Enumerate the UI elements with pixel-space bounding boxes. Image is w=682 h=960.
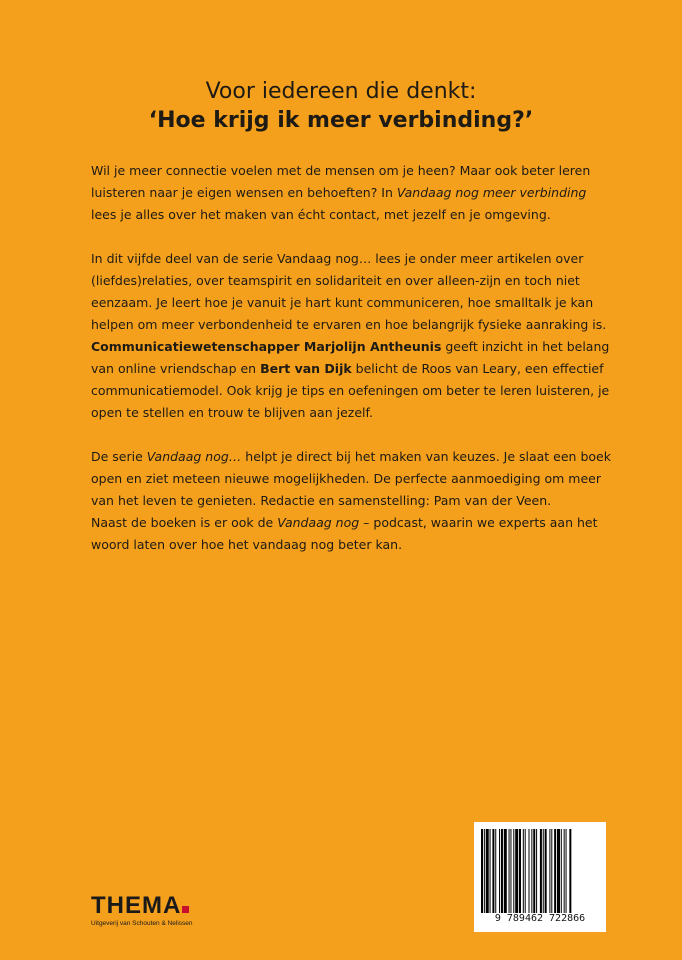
barcode-bar xyxy=(484,829,485,913)
barcode-bar xyxy=(492,829,494,913)
headline xyxy=(0,78,682,136)
publisher-name: THEMA xyxy=(91,892,182,919)
barcode-bar xyxy=(540,829,542,913)
headline-line-2: ‘Hoe krijg ik meer verbinding?’ xyxy=(148,108,534,133)
book-title-italic: Vandaag nog meer verbinding xyxy=(396,185,587,200)
barcode-bar xyxy=(490,829,491,913)
barcode-bar xyxy=(486,829,489,913)
barcode-bar xyxy=(549,829,550,913)
barcode-bar xyxy=(513,829,514,913)
barcode-bar xyxy=(519,829,521,913)
barcode-bar xyxy=(529,829,530,913)
barcode-bar xyxy=(499,829,500,913)
barcode-bar xyxy=(525,829,526,913)
barcode-bar xyxy=(566,829,567,913)
isbn-number: 9 789462 722866 xyxy=(494,913,586,924)
barcode-bar xyxy=(495,829,496,913)
barcode-bars-icon xyxy=(481,829,599,913)
barcode-bar xyxy=(543,829,544,913)
series-title-italic: Vandaag nog… xyxy=(146,449,242,464)
headline-line-1: Voor iedereen die denkt: xyxy=(205,79,477,104)
barcode-bar xyxy=(545,829,547,913)
barcode-bar xyxy=(536,829,537,913)
barcode-bar xyxy=(554,829,556,913)
text-run: belicht de Roos van Leary, een effectief communicatiemodel. Ook krijg je tips en oefeningen om beter te leren luisteren, je open te stellen en trouw te blijven aan jezelf. xyxy=(91,361,610,420)
text-run: – podcast, waarin we experts aan het woord laten over hoe het vandaag nog beter kan. xyxy=(91,515,598,552)
barcode-bar xyxy=(509,829,510,913)
barcode-bar xyxy=(481,829,483,913)
publisher-tagline: Uitgeverij van Schouten & Nelissen xyxy=(91,920,193,927)
author-name-bold: Communicatiewetenschapper Marjolijn Antheunis xyxy=(91,339,442,354)
text-run: helpt je direct bij het maken van keuzes. Je slaat een boek open en ziet meteen nieuwe mogelijkheden. De perfecte aanmoediging om meer van het leven te genieten. Redactie en samenstelling: Pam van der Veen. xyxy=(91,449,611,508)
barcode-bar xyxy=(504,829,507,913)
paragraph-podcast xyxy=(91,512,611,556)
barcode-bar xyxy=(515,829,518,913)
barcode-bar xyxy=(564,829,565,913)
text-run: geeft inzicht in het belang van online vriendschap en xyxy=(91,339,610,376)
barcode-bar xyxy=(510,829,511,913)
text-run: Naast de boeken is er ook de xyxy=(91,515,278,530)
blurb xyxy=(91,160,611,556)
text-run: lees je alles over het maken van écht contact, met jezelf en je omgeving. xyxy=(91,207,551,222)
barcode-bar xyxy=(569,829,571,913)
author-name-bold: Bert van Dijk xyxy=(260,361,352,376)
text-run: De serie xyxy=(91,449,147,464)
podcast-title-italic: Vandaag nog xyxy=(277,515,360,530)
barcode-bar xyxy=(533,829,535,913)
barcode-bar xyxy=(561,829,562,913)
text-run: Wil je meer connectie voelen met de mensen om je heen? Maar ook beter leren luisteren naar je eigen wensen en behoeften? In xyxy=(91,163,591,200)
barcode-bar xyxy=(523,829,524,913)
barcode-bar xyxy=(551,829,552,913)
logo-dot-icon xyxy=(182,906,189,913)
paragraph-intro xyxy=(91,160,611,226)
barcode-bar xyxy=(501,829,503,913)
barcode-bar xyxy=(531,829,532,913)
barcode xyxy=(474,822,606,932)
text-run: In dit vijfde deel van de serie Vandaag nog… lees je onder meer artikelen over (liefdes)relaties, over teamspirit en solidariteit en over alleen-zijn en toch niet eenzaam. Je leert hoe je vanuit je hart kunt communiceren, hoe smalltalk je kan helpen om meer verbondenheid te ervaren en hoe belangrijk fysieke aanraking is. xyxy=(91,251,607,332)
paragraph-contents xyxy=(91,248,611,424)
paragraph-series xyxy=(91,446,611,512)
barcode-bar xyxy=(557,829,560,913)
publisher-logo xyxy=(91,893,193,928)
